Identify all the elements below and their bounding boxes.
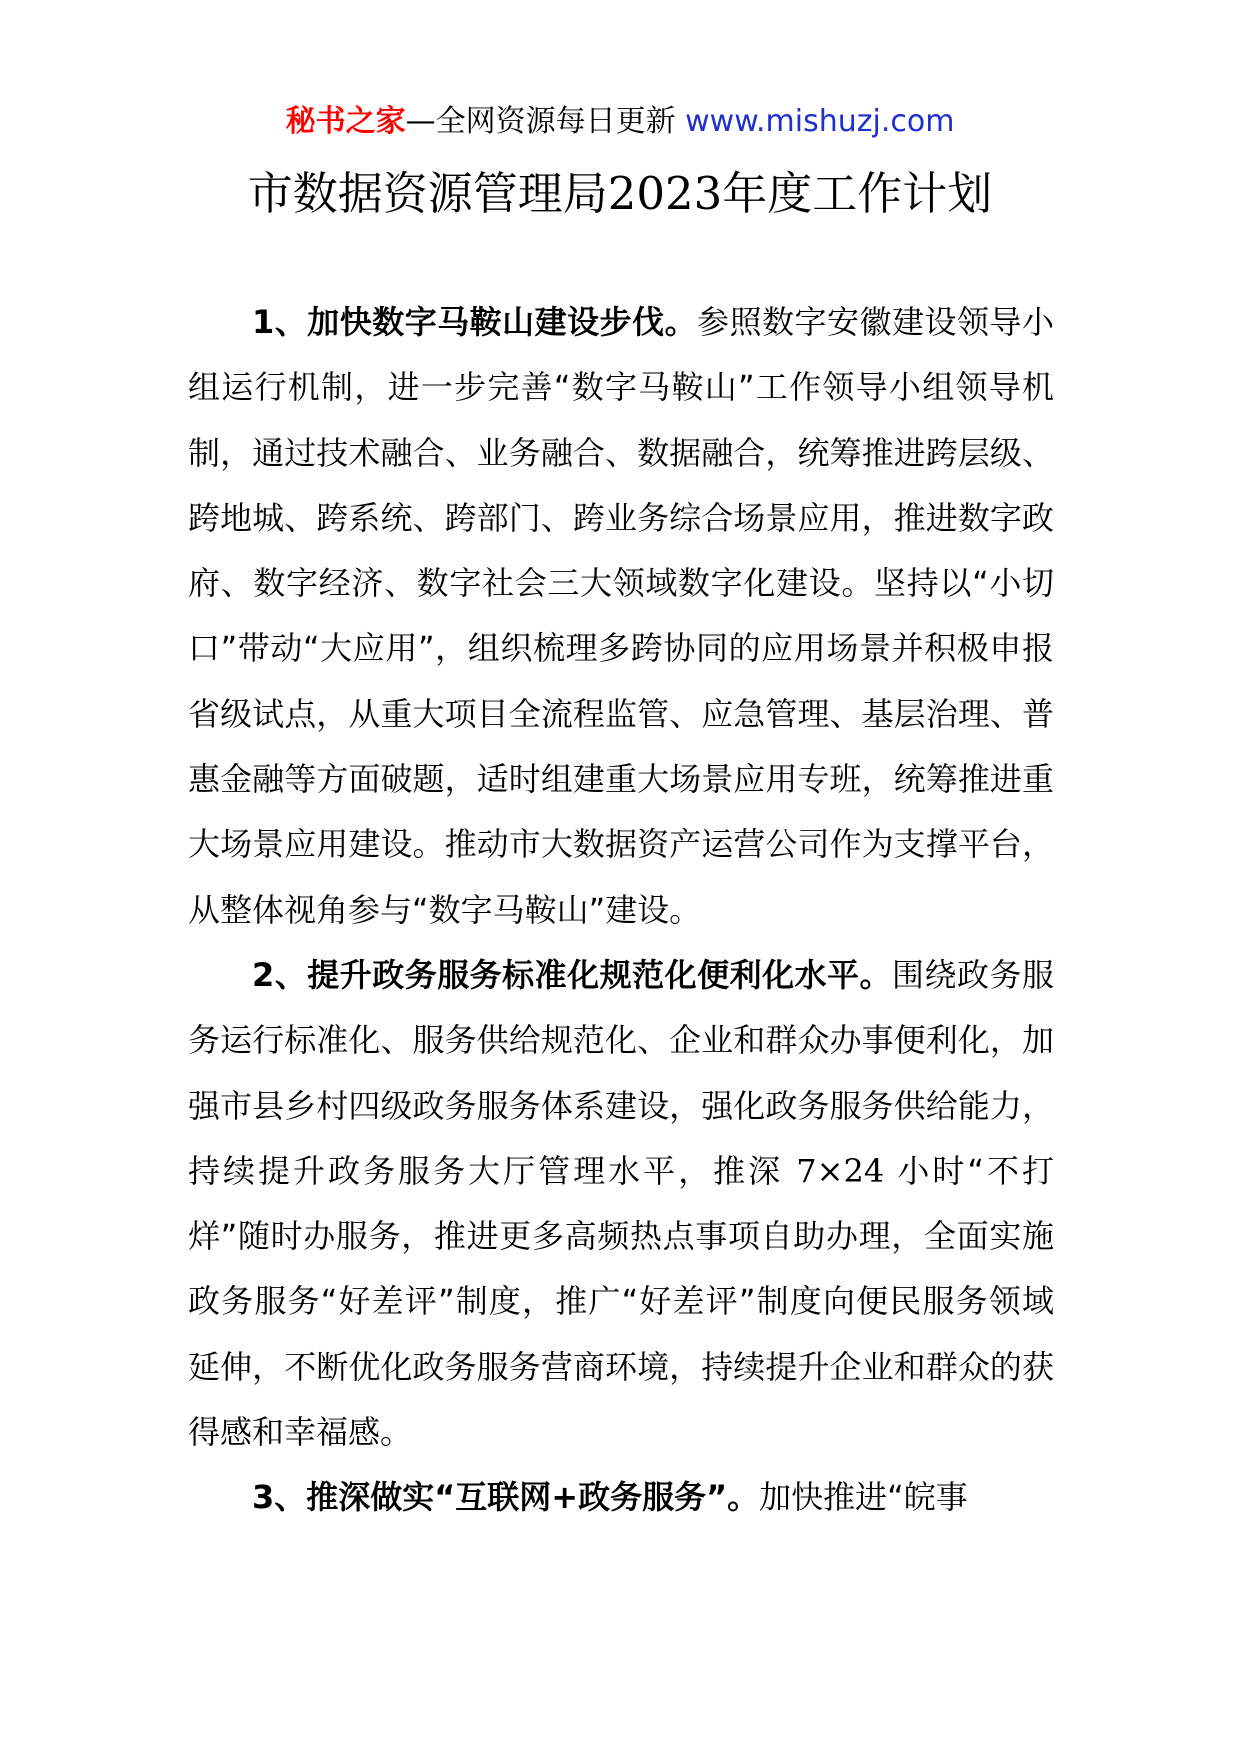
document-body xyxy=(188,290,1054,1531)
section-2-heading: 2、提升政务服务标准化规范化便利化水平。 xyxy=(252,955,893,994)
banner-url-link[interactable]: www.mishuzj.com xyxy=(685,104,955,139)
section-2-text-before: 围绕政务服务运行标准化、服务供给规范化、企业和群众办事便利化，加强市县乡村四级政务服务体系建设，强化政务服务供给能力，持续提升政务服务大厅管理水平，推深 xyxy=(188,955,1054,1190)
section-1-paragraph xyxy=(188,290,1054,943)
section-3-heading: 3、推深做实“互联网+政务服务”。 xyxy=(252,1478,760,1517)
section-3-text: 加快推进“皖事 xyxy=(759,1478,968,1517)
section-3-paragraph xyxy=(188,1465,1054,1530)
section-1-heading: 1、加快数字马鞍山建设步伐。 xyxy=(252,303,698,341)
section-2-number: 7×24 xyxy=(796,1151,885,1190)
title-prefix: 市数据资源管理局 xyxy=(247,167,608,220)
document-title xyxy=(0,162,1240,226)
section-1-text: 参照数字安徽建设领导小组运行机制，进一步完善“数字马鞍山”工作领导小组领导机制，通过技术融合、业务融合、数据融合，统筹推进跨层级、跨地城、跨系统、跨部门、跨业务综合场景应用，推进数字政府、数字经济、数字社会三大领域数字化建设。坚持以“小切口”带动“大应用”，组织梳理多跨协同的应用场景并积极申报省级试点，从重大项目全流程监管、应急管理、基层治理、普惠金融等方面破题，适时组建重大场景应用专班，统筹推进重大场景应用建设。推动市大数据资产运营公司作为支撑平台，从整体视角参与“数字马鞍山”建设。 xyxy=(188,303,1054,929)
section-2-text-after: 小时“不打烊”随时办服务，推进更多高频热点事项自助办理，全面实施政务服务“好差评”制度，推广“好差评”制度向便民服务领域延伸，不断优化政务服务营商环境，持续提升企业和群众的获得感和幸福感。 xyxy=(188,1151,1054,1452)
banner-brand: 秘书之家 xyxy=(285,104,406,139)
section-2-paragraph xyxy=(188,943,1054,1465)
title-suffix: 年度工作计划 xyxy=(722,167,993,220)
site-banner xyxy=(0,100,1240,144)
title-year: 2023 xyxy=(607,167,723,220)
banner-tagline: —全网资源每日更新 xyxy=(405,104,686,139)
